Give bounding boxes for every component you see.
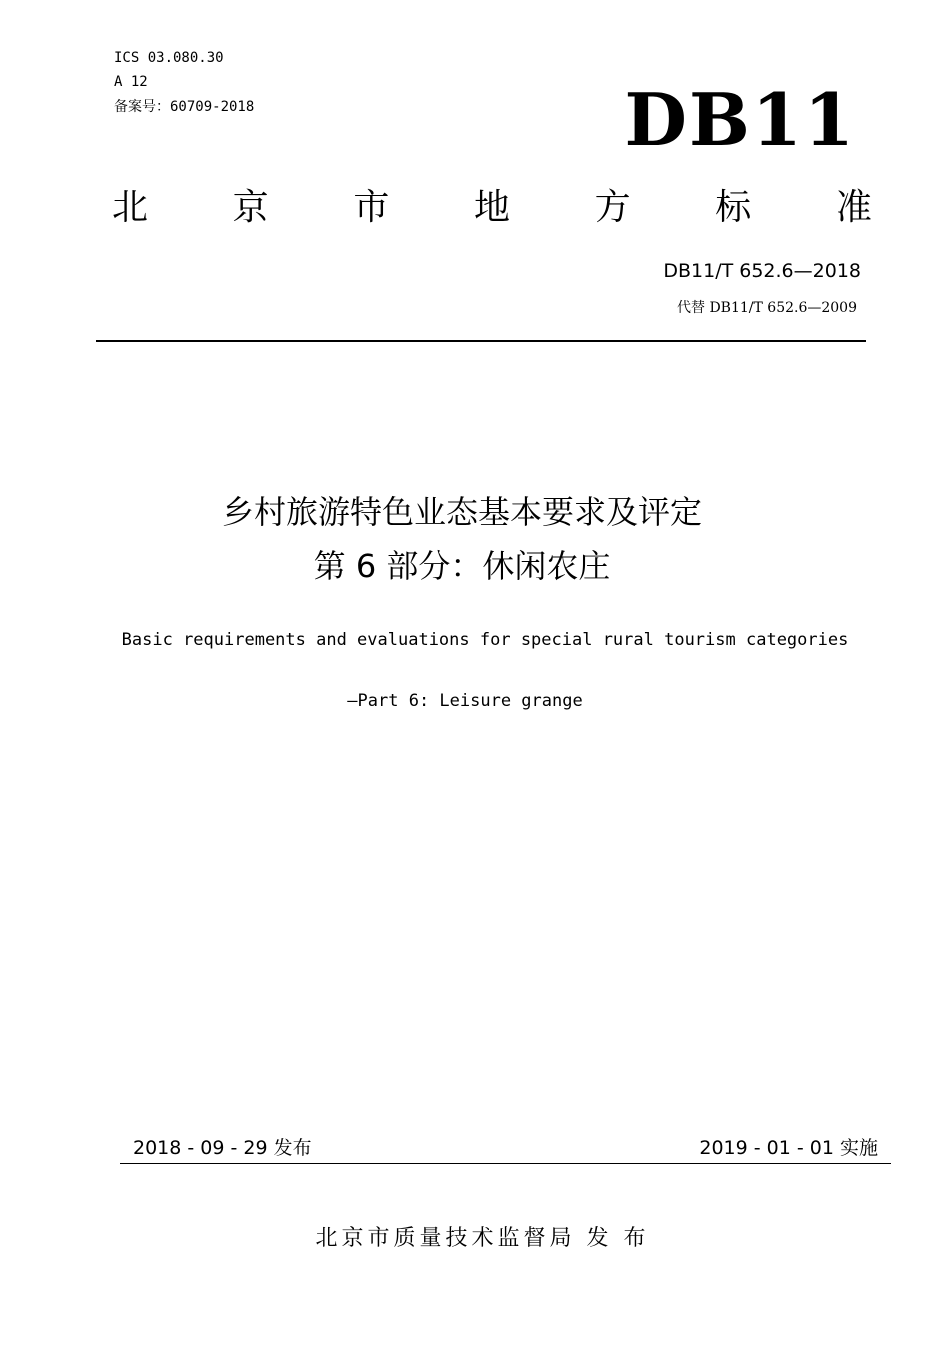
title-english-part: —Part 6: Leisure grange bbox=[347, 691, 583, 711]
title-english-main: Basic requirements and evaluations for special rural tourism categories bbox=[121, 630, 849, 650]
standard-type-char: 标 bbox=[715, 187, 752, 228]
replaces-standard: 代替 DB11/T 652.6—2009 bbox=[677, 300, 857, 316]
title-chinese-main: 乡村旅游特色业态基本要求及评定 bbox=[221, 493, 702, 531]
ics-code: ICS 03.080.30 bbox=[114, 50, 224, 66]
standard-type-char: 地 bbox=[473, 187, 510, 228]
footer-divider bbox=[120, 1163, 891, 1164]
standard-type-char: 方 bbox=[594, 187, 631, 228]
standard-type-heading bbox=[112, 186, 872, 230]
standard-type-char: 市 bbox=[353, 187, 390, 228]
db11-logo: DB11 bbox=[624, 77, 856, 162]
header-divider bbox=[96, 340, 866, 342]
title-chinese-part: 第 6 部分：休闲农庄 bbox=[313, 547, 611, 585]
standard-type-char: 京 bbox=[232, 187, 269, 228]
standard-type-char: 准 bbox=[835, 187, 872, 228]
implementation-date: 2019 - 01 - 01 实施 bbox=[699, 1137, 878, 1159]
standard-number: DB11/T 652.6—2018 bbox=[663, 260, 861, 282]
classification-code: A 12 bbox=[114, 74, 148, 90]
issue-date: 2018 - 09 - 29 发布 bbox=[133, 1137, 312, 1159]
standard-type-char: 北 bbox=[112, 187, 149, 228]
record-number: 备案号：60709-2018 bbox=[114, 99, 255, 115]
publisher: 北京市质量技术监督局 发 布 bbox=[315, 1226, 650, 1251]
